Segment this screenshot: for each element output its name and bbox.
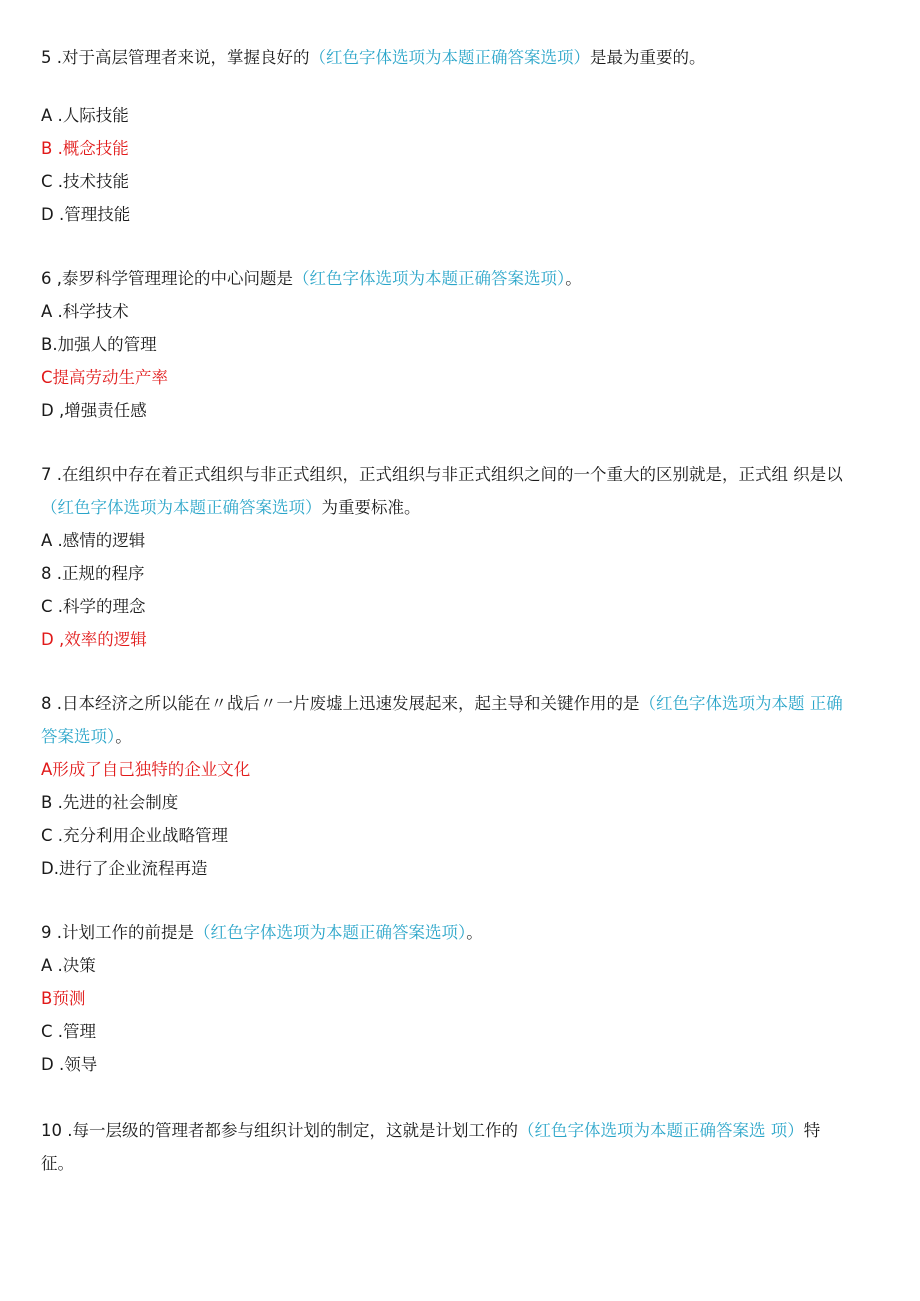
question-10-stem-cont: 征。 bbox=[41, 1154, 74, 1173]
stem-text-end: 特 bbox=[803, 1121, 821, 1140]
answer-blank: （红色字体选项为本题正确答案选项） bbox=[309, 48, 590, 67]
option-a: A .感情的逻辑 bbox=[41, 531, 146, 550]
option-c: C .充分利用企业战略管理 bbox=[41, 826, 229, 845]
stem-text-end: 。 bbox=[115, 727, 132, 746]
question-7-stem-cont bbox=[41, 497, 421, 519]
option-b: 8 .正规的程序 bbox=[41, 564, 145, 583]
option-d: D .领导 bbox=[41, 1055, 98, 1074]
option-c: C .技术技能 bbox=[41, 172, 130, 191]
option-c: C .管理 bbox=[41, 1022, 97, 1041]
option-c-correct: C提高劳动生产率 bbox=[41, 368, 169, 387]
option-b-correct: B预测 bbox=[41, 989, 86, 1008]
stem-text-end: 。 bbox=[466, 923, 483, 942]
question-9-stem bbox=[41, 922, 483, 944]
answer-blank: （红色字体选项为本题 正确 bbox=[639, 694, 843, 713]
stem-text: 5 .对于高层管理者来说，掌握良好的 bbox=[41, 48, 310, 67]
stem-text: 6 ,泰罗科学管理理论的中心问题是 bbox=[41, 269, 293, 288]
stem-text: 8 .日本经济之所以能在〃战后〃一片废墟上迅速发展起来，起主导和关键作用的是 bbox=[41, 694, 640, 713]
option-d: D.进行了企业流程再造 bbox=[41, 859, 208, 878]
question-10-stem bbox=[41, 1120, 820, 1142]
option-d: D ,增强责任感 bbox=[41, 401, 147, 420]
question-5-stem bbox=[41, 47, 706, 69]
question-7-stem bbox=[41, 464, 843, 486]
option-a: A .人际技能 bbox=[41, 106, 129, 125]
option-a: A .决策 bbox=[41, 956, 96, 975]
option-c: C .科学的理念 bbox=[41, 597, 146, 616]
stem-text-end: 是最为重要的。 bbox=[590, 48, 706, 67]
option-b-correct: B .概念技能 bbox=[41, 139, 129, 158]
stem-text: 10 .每一层级的管理者都参与组织计划的制定，这就是计划工作的 bbox=[41, 1121, 518, 1140]
stem-text: 7 .在组织中存在着正式组织与非正式组织，正式组织与非正式组织之间的一个重大的区别就是，正式组 织是以 bbox=[41, 465, 843, 484]
answer-blank: （红色字体选项为本题正确答案选项） bbox=[194, 923, 467, 942]
answer-blank-cont: 答案选项） bbox=[41, 727, 116, 746]
stem-text: 9 .计划工作的前提是 bbox=[41, 923, 194, 942]
answer-blank: （红色字体选项为本题正确答案选 项） bbox=[518, 1121, 804, 1140]
stem-text-end: 。 bbox=[565, 269, 582, 288]
stem-text-end: 为重要标准。 bbox=[321, 498, 421, 517]
option-b: B .先进的社会制度 bbox=[41, 793, 179, 812]
answer-blank: （红色字体选项为本题正确答案选项） bbox=[41, 498, 322, 517]
option-d: D .管理技能 bbox=[41, 205, 131, 224]
question-8-stem-cont bbox=[41, 726, 132, 748]
option-a-correct: A形成了自己独特的企业文化 bbox=[41, 760, 251, 779]
option-b: B.加强人的管理 bbox=[41, 335, 157, 354]
answer-blank: （红色字体选项为本题正确答案选项） bbox=[293, 269, 566, 288]
question-8-stem bbox=[41, 693, 843, 715]
option-d-correct: D ,效率的逻辑 bbox=[41, 630, 147, 649]
question-6-stem bbox=[41, 268, 582, 290]
option-a: A .科学技术 bbox=[41, 302, 129, 321]
